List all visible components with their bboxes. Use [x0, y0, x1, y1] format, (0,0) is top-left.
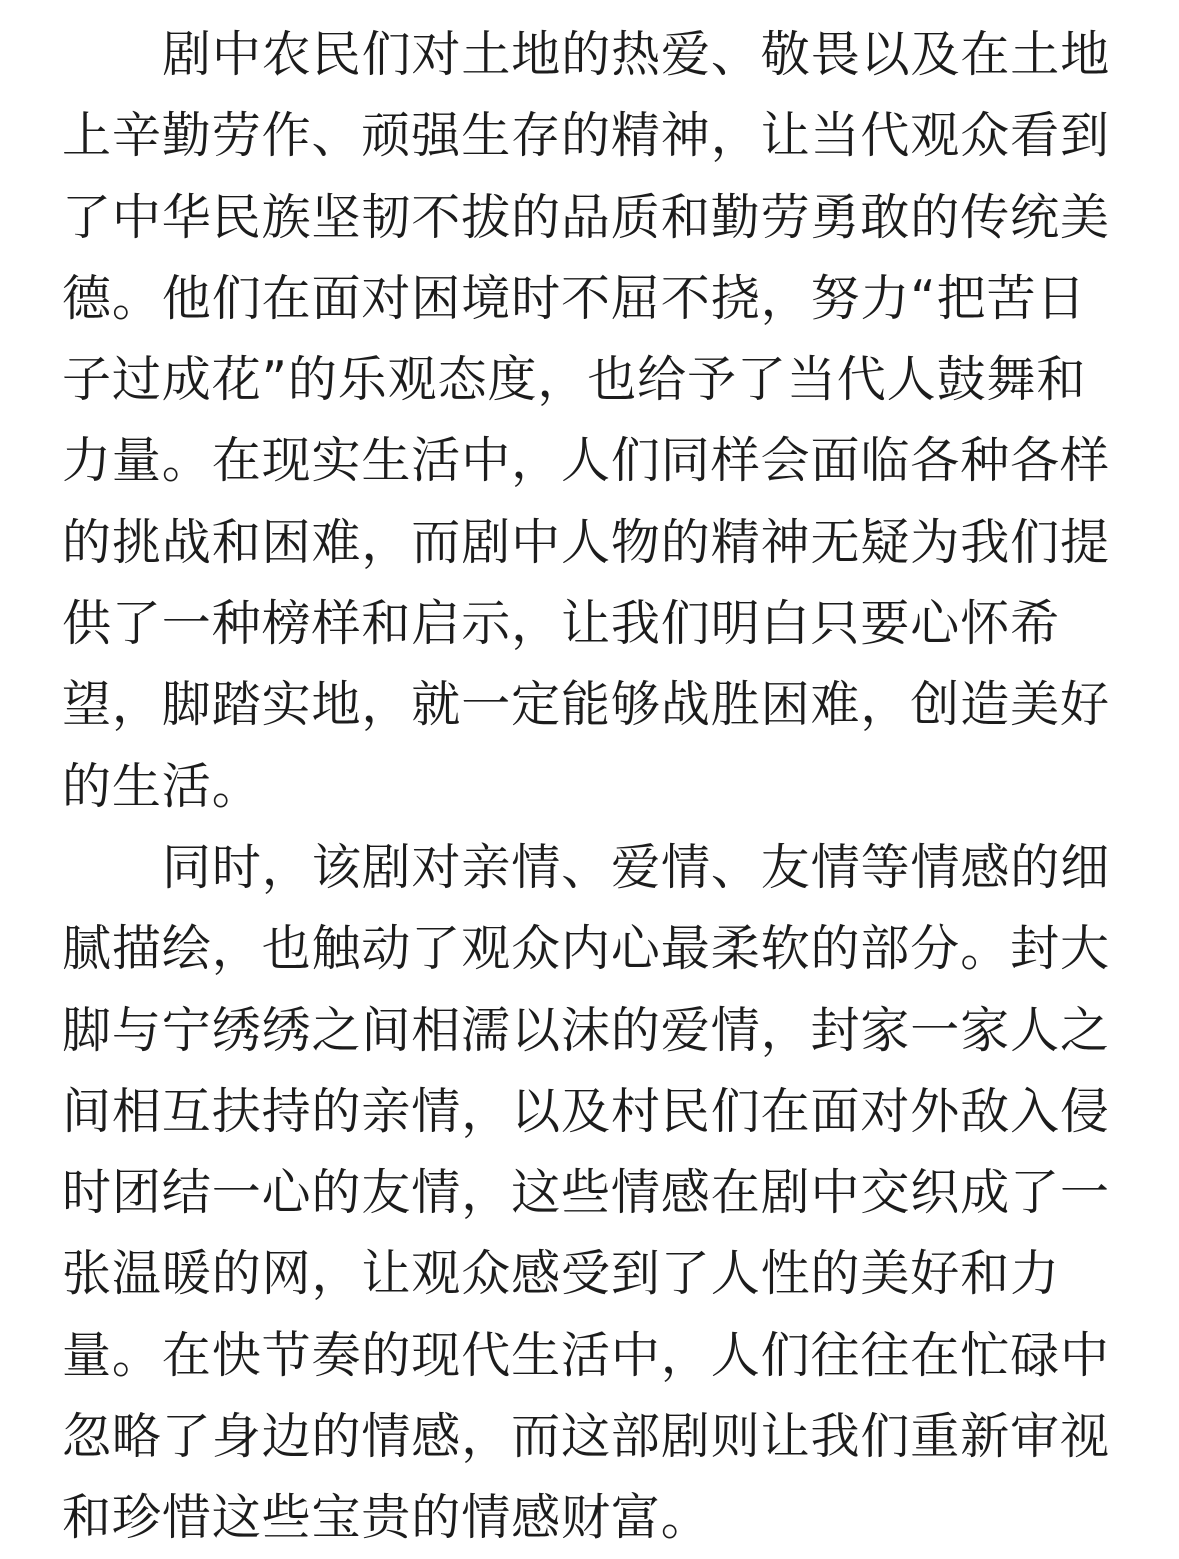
text-line: 力量。在现实生活中，人们同样会面临各种各样	[62, 432, 1110, 490]
text-line: 和珍惜这些宝贵的情感财富。	[62, 1489, 711, 1547]
text-line: 时团结一心的友情，这些情感在剧中交织成了一	[62, 1164, 1110, 1222]
text-line: 的挑战和困难，而剧中人物的精神无疑为我们提	[62, 513, 1110, 571]
text-line: 脚与宁绣绣之间相濡以沫的爱情，封家一家人之	[62, 1001, 1110, 1059]
paragraph-2	[62, 827, 1110, 1559]
text-line: 子过成花”的乐观态度，也给予了当代人鼓舞和	[62, 351, 1087, 409]
paragraph-1	[62, 14, 1110, 827]
text-line: 上辛勤劳作、顽强生存的精神，让当代观众看到	[62, 107, 1110, 165]
text-line: 德。他们在面对困境时不屈不挠，努力“把苦日	[62, 269, 1087, 327]
text-line: 同时，该剧对亲情、爱情、友情等情感的细	[162, 839, 1111, 896]
text-line: 腻描绘，也触动了观众内心最柔软的部分。封大	[62, 920, 1110, 978]
text-line: 望，脚踏实地，就一定能够战胜困难，创造美好	[62, 676, 1110, 734]
text-line: 忽略了身边的情感，而这部剧则让我们重新审视	[62, 1408, 1110, 1466]
text-line: 间相互扶持的亲情，以及村民们在面对外敌入侵	[62, 1082, 1110, 1140]
text-line: 了中华民族坚韧不拔的品质和勤劳勇敢的传统美	[62, 188, 1110, 246]
text-line: 供了一种榜样和启示，让我们明白只要心怀希	[62, 595, 1061, 653]
text-line: 量。在快节奏的现代生活中，人们往往在忙碌中	[62, 1326, 1110, 1384]
text-line: 张温暖的网，让观众感受到了人性的美好和力	[62, 1245, 1061, 1303]
text-line: 剧中农民们对土地的热爱、敬畏以及在土地	[162, 26, 1111, 83]
text-line: 的生活。	[62, 757, 262, 815]
